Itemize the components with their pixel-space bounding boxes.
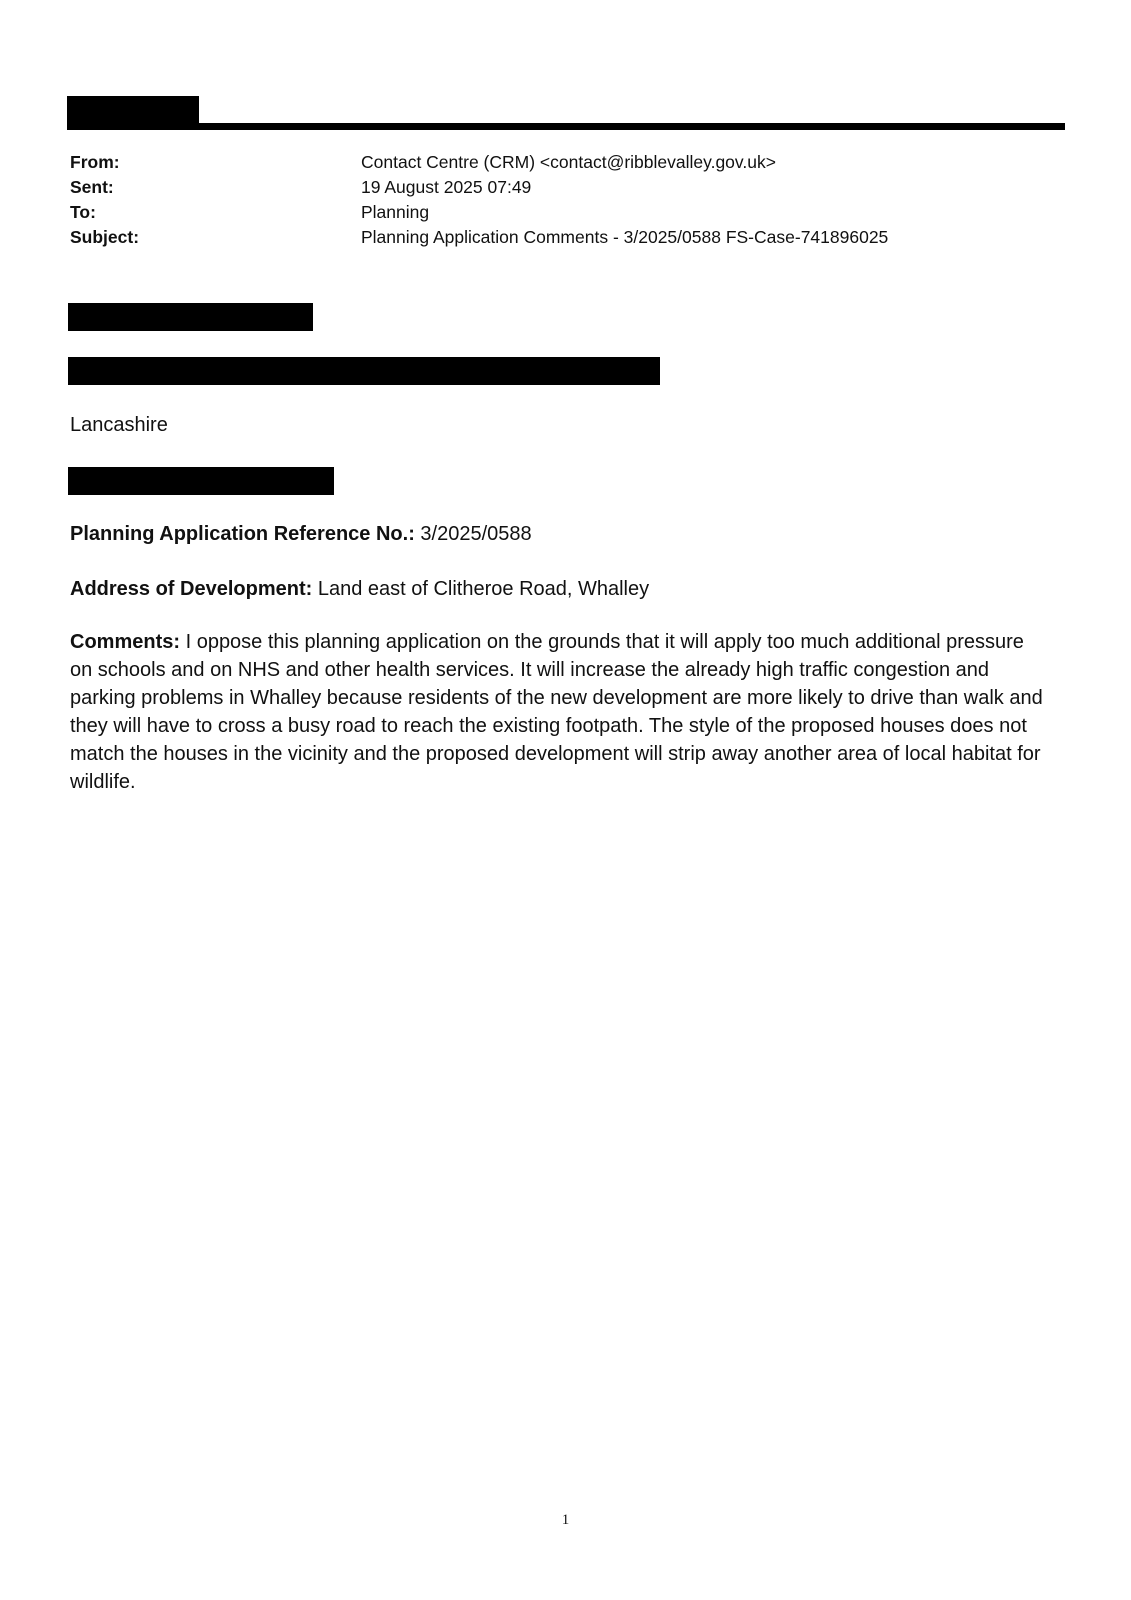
comments-value: I oppose this planning application on the grounds that it will apply too much additional pressure on schools and on NHS and other health services. It will increase the already high traffic congestion and parking problems in Whalley because residents of the new development are more likely to drive than walk and they will have to cross a busy road to reach the existing footpath. The style of the proposed houses does not match the houses in the vicinity and the proposed development will strip away another area of local habitat for wildlife.: [70, 631, 1043, 793]
address-value: Land east of Clitheroe Road, Whalley: [317, 578, 650, 600]
redaction-block-name: [68, 303, 313, 331]
subject-label: Subject:: [70, 227, 140, 247]
reference-label: Planning Application Reference No.:: [70, 523, 415, 545]
to-label: To:: [70, 202, 96, 222]
sent-value: 19 August 2025 07:49: [361, 177, 532, 197]
from-value: Contact Centre (CRM) <contact@ribblevalley.gov.uk>: [361, 152, 776, 172]
county-text: Lancashire: [70, 414, 168, 436]
comments-label: Comments:: [70, 631, 181, 653]
page-number: 1: [561, 1512, 570, 1528]
redaction-block-postcode: [68, 467, 334, 495]
from-label: From:: [70, 152, 120, 172]
to-value: Planning: [361, 202, 430, 222]
subject-value: Planning Application Comments - 3/2025/0588 FS-Case-741896025: [361, 227, 889, 247]
address-line: [70, 575, 1050, 603]
reference-value: 3/2025/0588: [420, 523, 532, 545]
address-label: Address of Development:: [70, 578, 313, 600]
redaction-block-address: [68, 357, 660, 385]
sent-label: Sent:: [70, 177, 114, 197]
reference-line: [70, 520, 1050, 548]
header-rule: [67, 123, 1065, 130]
comments-paragraph: [70, 628, 1050, 796]
